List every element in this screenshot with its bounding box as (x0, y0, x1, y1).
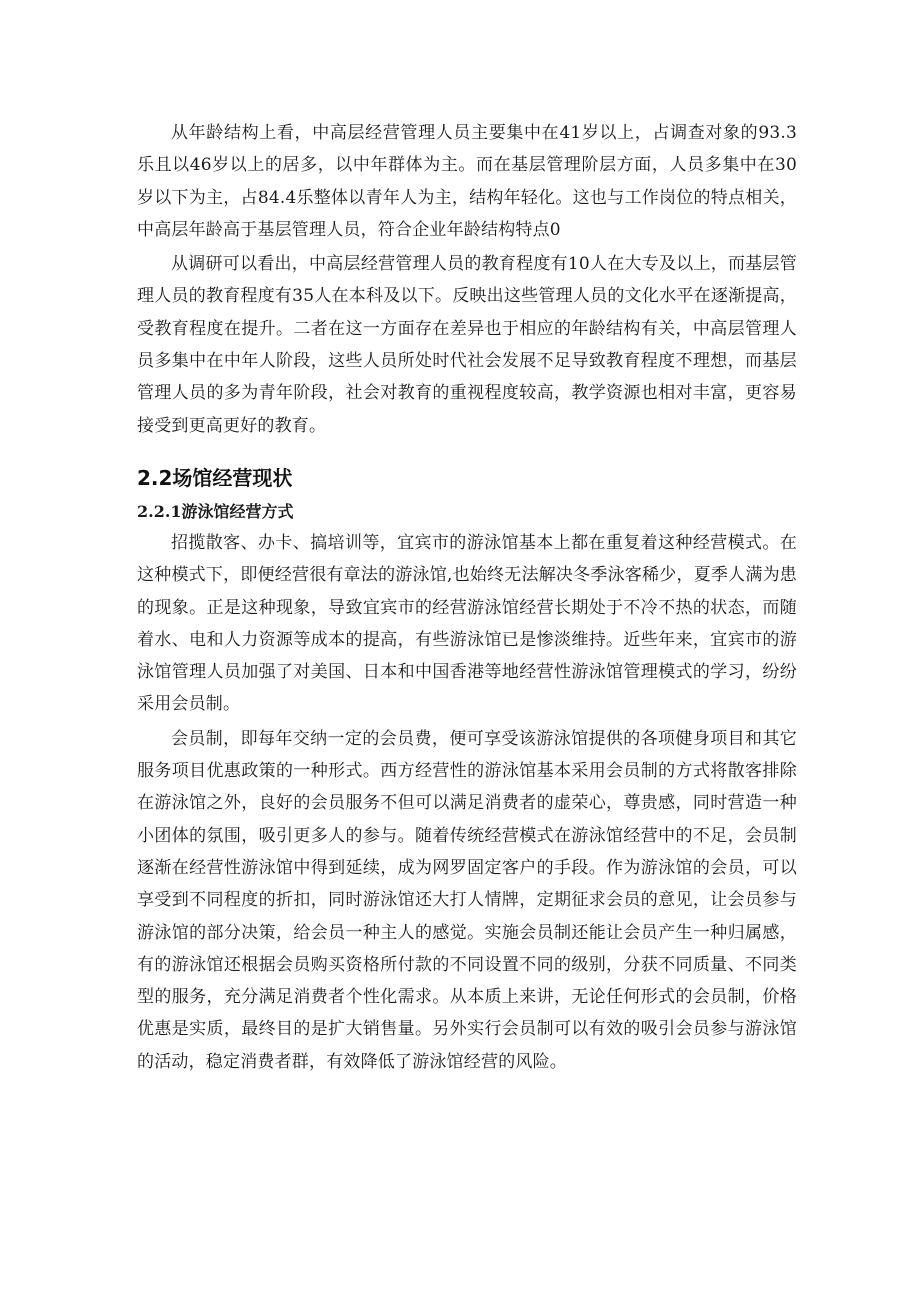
subsection-heading: 2.2.1游泳馆经营方式 (137, 501, 294, 521)
paragraph-membership-system: 会员制，即每年交纳一定的会员费，便可享受该游泳馆提供的各项健身项目和其它服务项目优惠政策的一种形式。西方经营性的游泳馆基本采用会员制的方式将散客排除在游泳馆之外，良好的会员服务不但可以满足消费者的虚荣心，尊贵感，同时营造一种小团体的氛围，吸引更多人的参与。随着传统经营模式在游泳馆经营中的不足，会员制逐渐在经营性游泳馆中得到延续，成为网罗固定客户的手段。作为游泳馆的会员，可以享受到不同程度的折扣，同时游泳馆还大打人情牌，定期征求会员的意见，让会员参与游泳馆的部分决策，给会员一种主人的感觉。实施会员制还能让会员产生一种归属感，有的游泳馆还根据会员购买资格所付款的不同设置不同的级别，分获不同质量、不同类型的服务，充分满足消费者个性化需求。从本质上来讲，无论任何形式的会员制，价格优惠是实质，最终目的是扩大销售量。另外实行会员制可以有效的吸引会员参与游泳馆的活动，稳定消费者群，有效降低了游泳馆经营的风险。 (137, 728, 797, 1072)
section-heading: 2.2场馆经营现状 (137, 465, 293, 490)
page-content (137, 117, 797, 1078)
paragraph-education-level: 从调研可以看出，中高层经营管理人员的教育程度有10人在大专及以上，而基层管理人员的教育程度有35人在本科及以下。反映出这些管理人员的文化水平在逐渐提高，受教育程度在提升。二者在这一方面存在差异也于相应的年龄结构有关，中高层管理人员多集中在中年人阶段，这些人员所处时代社会发展不足导致教育程度不理想，而基层管理人员的多为青年阶段，社会对教育的重视程度较高，教学资源也相对丰富，更容易接受到更高更好的教育。 (137, 254, 797, 436)
paragraph-age-structure: 从年龄结构上看，中高层经营管理人员主要集中在41岁以上，占调查对象的93.3乐且以46岁以上的居多，以中年群体为主。而在基层管理阶层方面，人员多集中在30岁以下为主，占84.4乐整体以青年人为主，结构年轻化。这也与工作岗位的特点相关，中高层年龄高于基层管理人员，符合企业年龄结构特点0 (137, 123, 797, 240)
paragraph-operating-mode: 招揽散客、办卡、搞培训等，宜宾市的游泳馆基本上都在重复着这种经营模式。在这种模式下，即便经营很有章法的游泳馆,也始终无法解决冬季泳客稀少，夏季人满为患的现象。正是这种现象，导致宜宾市的经营游泳馆经营长期处于不冷不热的状态，而随着水、电和人力资源等成本的提高，有些游泳馆已是惨淡维持。近些年来，宜宾市的游泳馆管理人员加强了对美国、日本和中国香港等地经营性游泳馆管理模式的学习，纷纷采用会员制。 (137, 532, 797, 715)
